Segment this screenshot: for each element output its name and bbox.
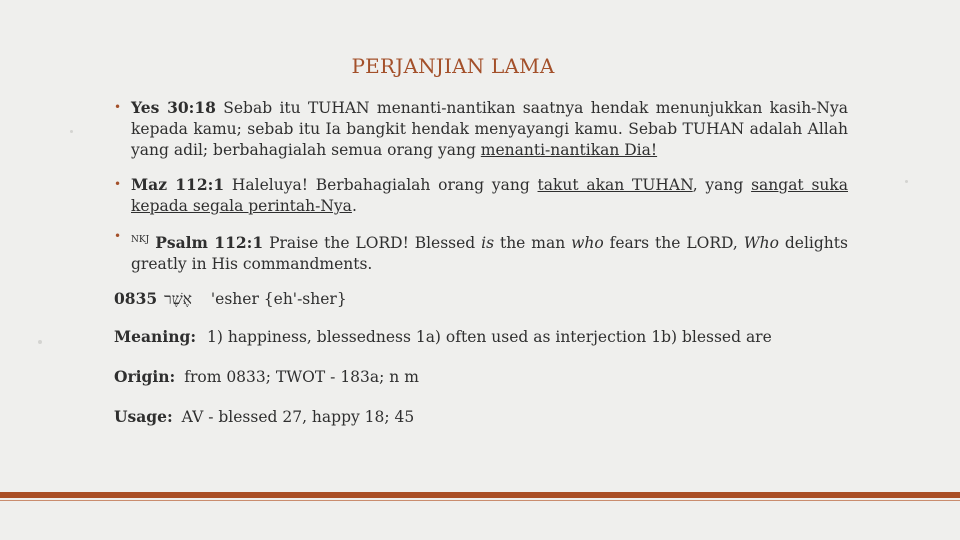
verse-text: Praise the LORD! Blessed: [263, 234, 482, 253]
meaning-label: Meaning:: [114, 327, 197, 346]
background-speckle: [905, 180, 908, 183]
usage-line: [114, 406, 414, 428]
bullet-text: [114, 174, 848, 217]
footer-rule: [0, 492, 960, 498]
footer-rule-thin: [0, 500, 960, 501]
verse-underline: sangat suka kepada segala perintah-Nya: [131, 176, 849, 215]
verse-text: , yang: [692, 176, 752, 194]
usage-label: Usage:: [114, 407, 173, 426]
version-superscript: NKJ: [131, 235, 150, 245]
verse-text: Haleluya! Berbahagialah orang yang: [224, 176, 538, 194]
verse-reference: Psalm 112:1: [155, 233, 264, 253]
verse-text: the man: [494, 234, 572, 253]
verse-underline: takut akan TUHAN: [537, 176, 693, 194]
verse-italic: Who: [743, 234, 779, 253]
verse-text: delights greatly in His commandments.: [131, 234, 848, 274]
verse-italic: who: [571, 234, 604, 253]
verse-text: fears the LORD,: [603, 234, 744, 253]
usage-value: AV - blessed 27, happy 18; 45: [181, 408, 415, 426]
transliteration: 'esher {eh'-sher}: [210, 290, 347, 308]
bullet-text: [114, 97, 848, 161]
bullet-yes-30-18: [114, 97, 848, 161]
verse-italic: is: [481, 234, 495, 253]
origin-label: Origin:: [114, 367, 176, 386]
bullet-dot: •: [114, 100, 122, 114]
bullet-psalm-112-1: [114, 230, 848, 275]
origin-line: [114, 366, 419, 388]
bullet-dot: •: [114, 229, 122, 243]
meaning-line: [114, 326, 772, 348]
strongs-number: 0835: [114, 289, 158, 308]
slide-title: PERJANJIAN LAMA: [351, 54, 555, 78]
verse-reference: Maz 112:1: [131, 175, 225, 194]
verse-text: Sebab itu TUHAN menanti-nantikan saatnya hendak menunjukkan kasih-Nya kepada kamu; sebab itu Ia bangkit hendak menyayangi kamu. Sebab TUHAN adalah Allah yang adil; berbahagialah semua orang yang: [131, 99, 848, 159]
bullet-maz-112-1: [114, 174, 848, 217]
background-speckle: [70, 130, 73, 133]
strongs-entry: [114, 288, 347, 310]
verse-reference: Yes 30:18: [131, 98, 216, 117]
meaning-value: 1) happiness, blessedness 1a) often used as interjection 1b) blessed are: [207, 328, 772, 346]
verse-underline: menanti-nantikan Dia!: [480, 141, 658, 159]
bullet-dot: •: [114, 177, 122, 191]
background-speckle: [38, 340, 42, 344]
bullet-text: [114, 230, 848, 275]
hebrew-word: אֶשֶׁר: [164, 290, 192, 308]
verse-text: .: [351, 197, 357, 215]
origin-value: from 0833; TWOT - 183a; n m: [184, 368, 419, 386]
